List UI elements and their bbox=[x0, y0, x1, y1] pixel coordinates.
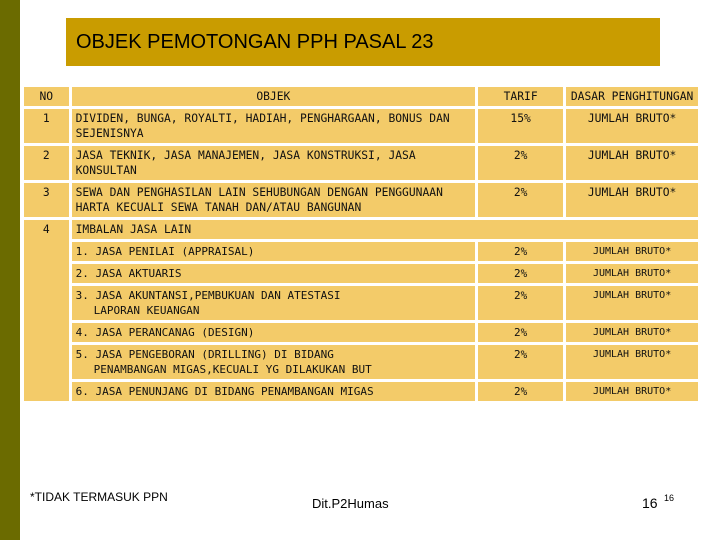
page-title: OBJEK PEMOTONGAN PPH PASAL 23 bbox=[76, 31, 434, 53]
subrow-objek: 1. JASA PENILAI (APPRAISAL) bbox=[72, 242, 475, 261]
header-tarif: TARIF bbox=[478, 87, 563, 106]
subrow-objek: 4. JASA PERANCANAG (DESIGN) bbox=[72, 323, 475, 342]
table-header-row bbox=[24, 87, 698, 106]
subrow-dasar: JUMLAH BRUTO* bbox=[566, 286, 698, 320]
subrow-dasar: JUMLAH BRUTO* bbox=[566, 264, 698, 283]
header-dasar: DASAR PENGHITUNGAN bbox=[566, 87, 698, 106]
page-number: 16 bbox=[642, 495, 658, 511]
row-dasar: JUMLAH BRUTO* bbox=[566, 146, 698, 180]
table-row bbox=[24, 146, 698, 180]
row-dasar: JUMLAH BRUTO* bbox=[566, 109, 698, 143]
subrow-tarif: 2% bbox=[478, 323, 563, 342]
row-no: 3 bbox=[24, 183, 69, 217]
left-accent-stripe bbox=[0, 0, 20, 540]
department-label: Dit.P2Humas bbox=[312, 496, 389, 511]
table-row bbox=[24, 109, 698, 143]
table-subrow bbox=[24, 382, 698, 401]
row-tarif: 15% bbox=[478, 109, 563, 143]
subrow-objek-line2: LAPORAN KEUANGAN bbox=[93, 304, 200, 317]
table-subrow bbox=[24, 264, 698, 283]
row-no: 1 bbox=[24, 109, 69, 143]
page-number-superscript: 16 bbox=[664, 493, 675, 503]
table-row bbox=[24, 220, 698, 239]
subrow-objek-line2: PENAMBANGAN MIGAS,KECUALI YG DILAKUKAN BUT bbox=[93, 363, 372, 376]
subrow-objek: 2. JASA AKTUARIS bbox=[72, 264, 475, 283]
subrow-tarif: 2% bbox=[478, 242, 563, 261]
subrow-tarif: 2% bbox=[478, 345, 563, 379]
row-objek: IMBALAN JASA LAIN bbox=[72, 220, 698, 239]
header-objek: OBJEK bbox=[72, 87, 475, 106]
row-dasar: JUMLAH BRUTO* bbox=[566, 183, 698, 217]
row-tarif: 2% bbox=[478, 146, 563, 180]
subrow-objek-line1: 5. JASA PENGEBORAN (DRILLING) DI BIDANG bbox=[75, 348, 334, 361]
subrow-dasar: JUMLAH BRUTO* bbox=[566, 323, 698, 342]
subrow-tarif: 2% bbox=[478, 382, 563, 401]
subrow-objek: 6. JASA PENUNJANG DI BIDANG PENAMBANGAN MIGAS bbox=[72, 382, 475, 401]
subrow-objek-line1: 3. JASA AKUNTANSI,PEMBUKUAN DAN ATESTASI bbox=[75, 289, 341, 302]
objek-table bbox=[21, 84, 701, 404]
subrow-dasar: JUMLAH BRUTO* bbox=[566, 382, 698, 401]
table-row bbox=[24, 183, 698, 217]
row-no: 2 bbox=[24, 146, 69, 180]
table-subrow bbox=[24, 323, 698, 342]
subrow-objek bbox=[72, 286, 475, 320]
row-objek: SEWA DAN PENGHASILAN LAIN SEHUBUNGAN DENGAN PENGGUNAAN HARTA KECUALI SEWA TANAH DAN/ATAU BANGUNAN bbox=[72, 183, 475, 217]
subrow-tarif: 2% bbox=[478, 286, 563, 320]
table-subrow bbox=[24, 286, 698, 320]
table-subrow bbox=[24, 345, 698, 379]
header-no: NO bbox=[24, 87, 69, 106]
subrow-dasar: JUMLAH BRUTO* bbox=[566, 242, 698, 261]
subrow-tarif: 2% bbox=[478, 264, 563, 283]
row-objek: JASA TEKNIK, JASA MANAJEMEN, JASA KONSTRUKSI, JASA KONSULTAN bbox=[72, 146, 475, 180]
subrow-dasar: JUMLAH BRUTO* bbox=[566, 345, 698, 379]
row-objek: DIVIDEN, BUNGA, ROYALTI, HADIAH, PENGHARGAAN, BONUS DAN SEJENISNYA bbox=[72, 109, 475, 143]
row-no: 4 bbox=[24, 220, 69, 401]
subrow-objek bbox=[72, 345, 475, 379]
table-subrow bbox=[24, 242, 698, 261]
footnote: *TIDAK TERMASUK PPN bbox=[30, 490, 168, 504]
row-tarif: 2% bbox=[478, 183, 563, 217]
